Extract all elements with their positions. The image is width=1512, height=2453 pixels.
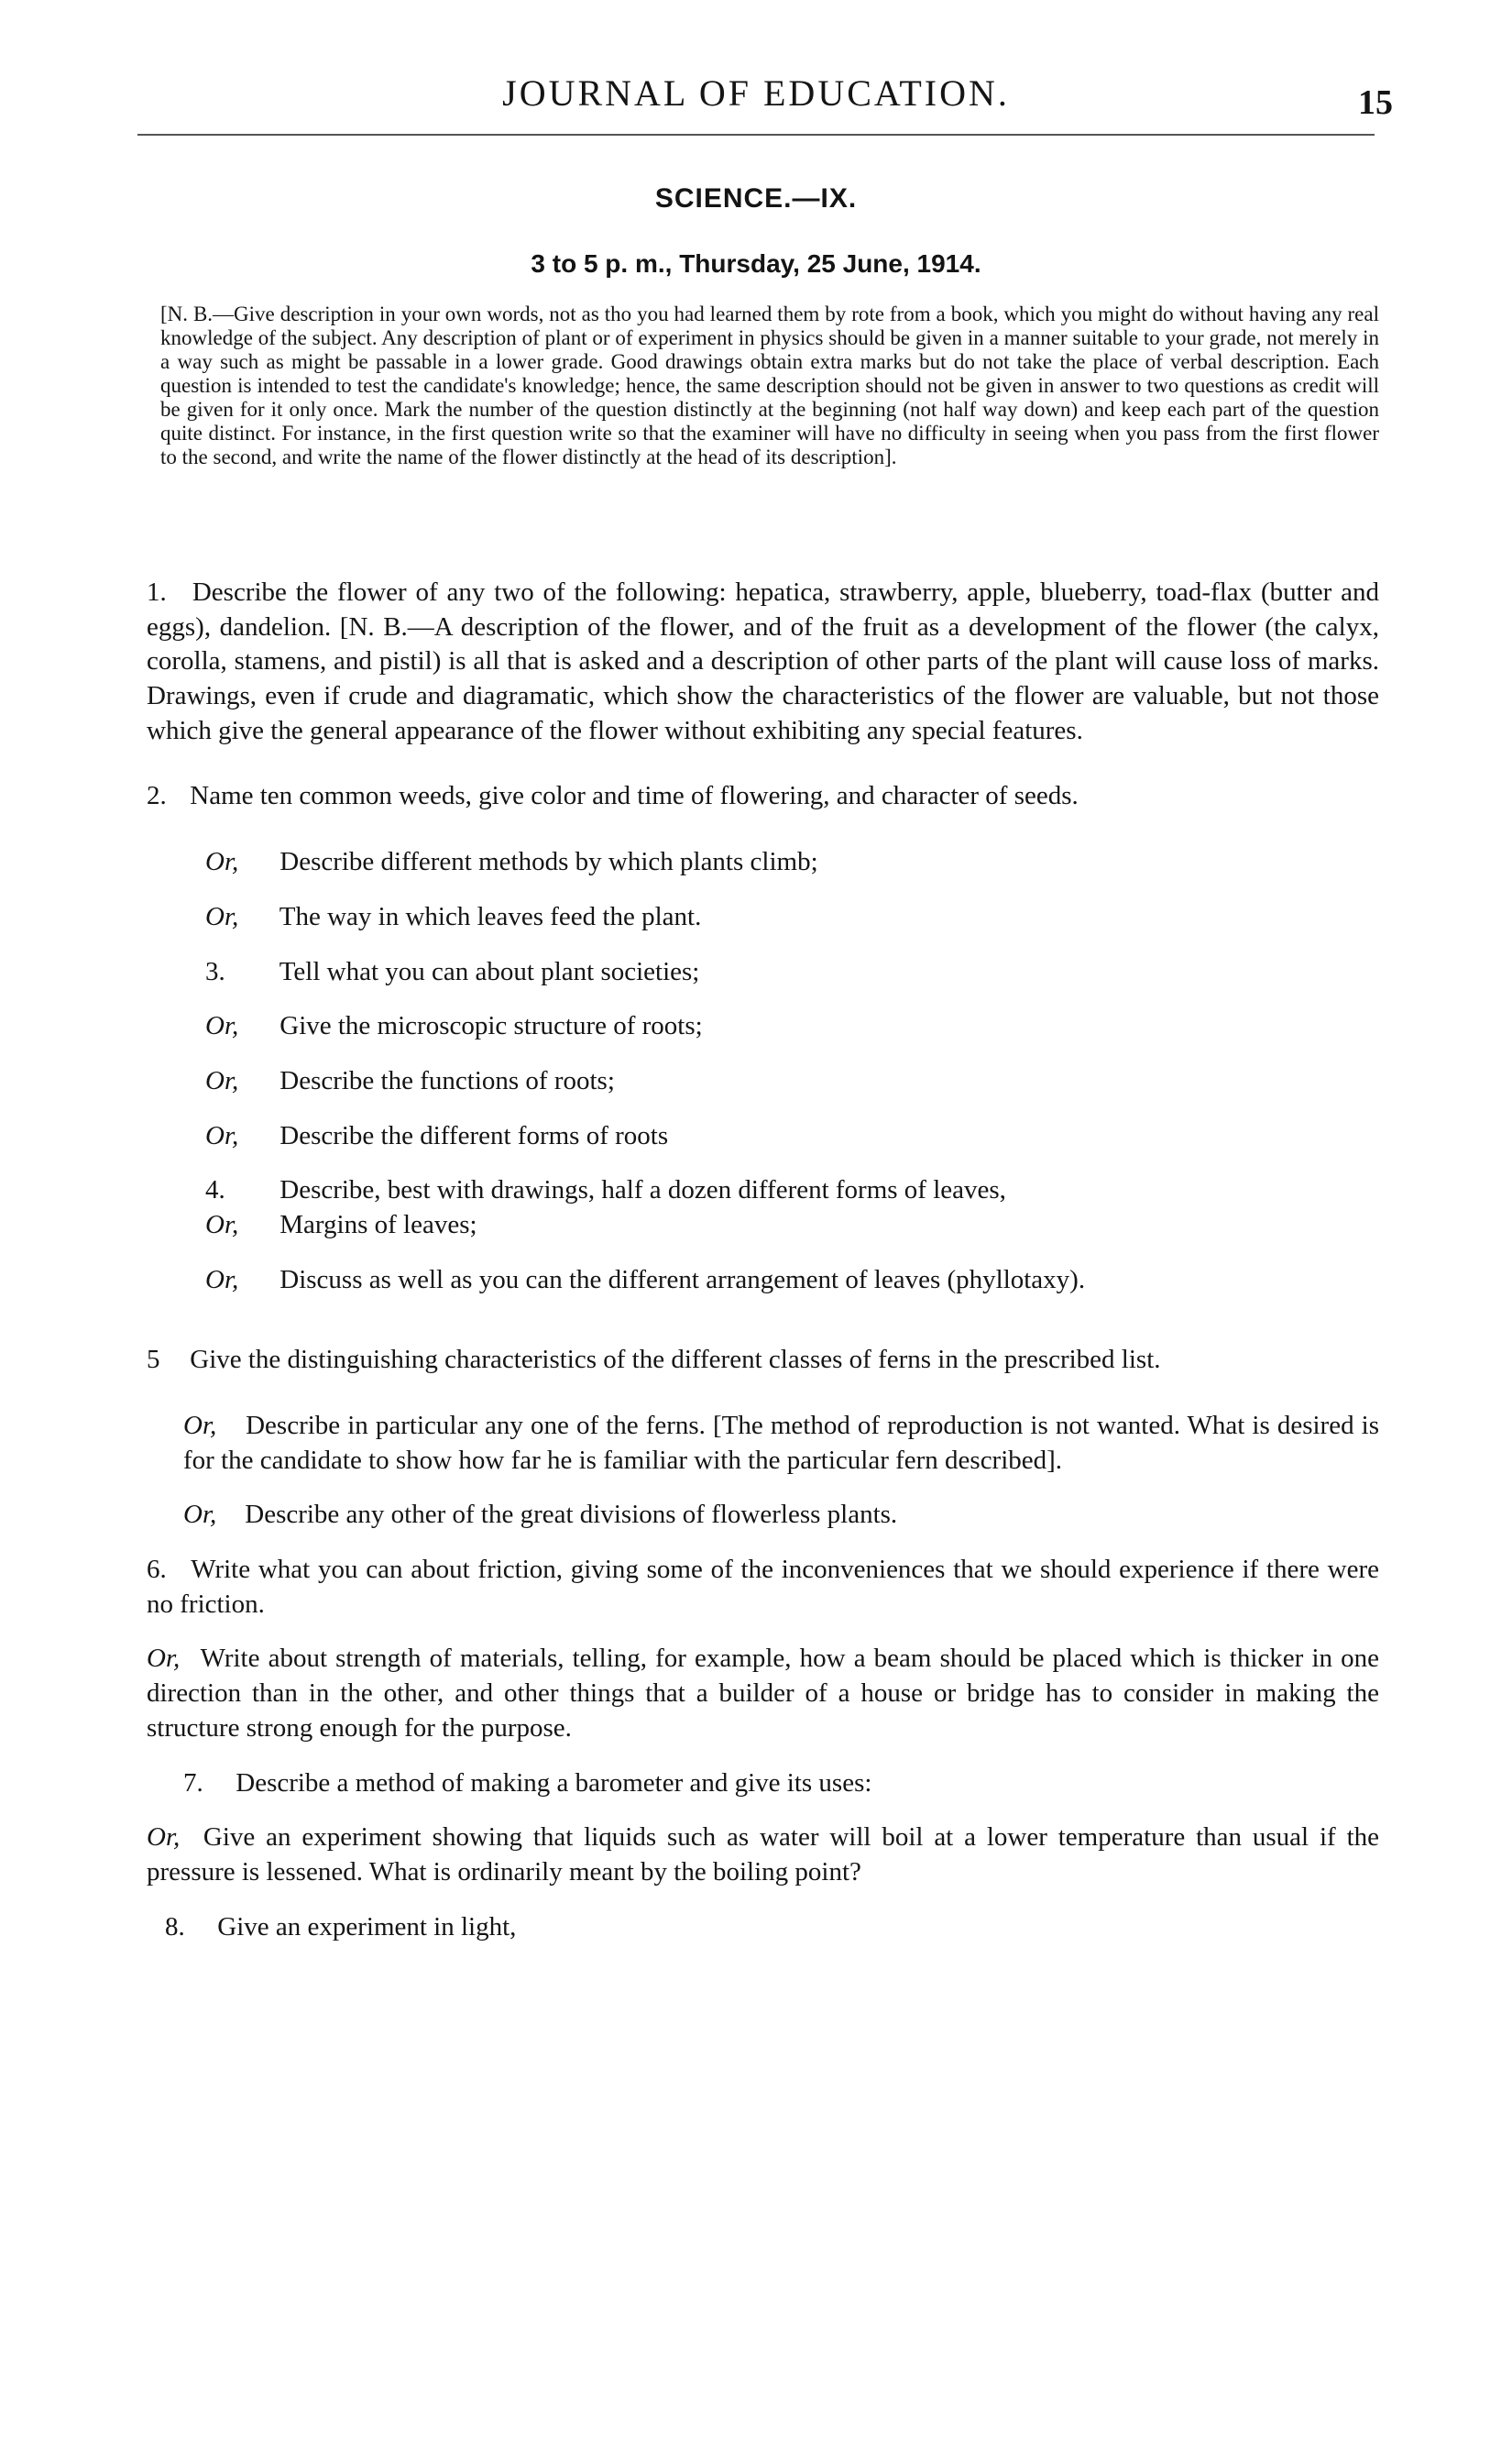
question-text: Name ten common weeds, give color and time of flowering, and character of seeds. xyxy=(190,781,1079,811)
exam-title: SCIENCE.—IX. xyxy=(654,183,858,214)
question-text: Give the distinguishing characteristics of the different classes of ferns in the prescribed list. xyxy=(190,1345,1161,1375)
question-number: 4. xyxy=(205,1175,225,1205)
question-6-alternative-1 xyxy=(147,1642,1379,1745)
or-label: Or, xyxy=(205,1011,239,1041)
alternative-text: Margins of leaves; xyxy=(279,1209,477,1239)
question-text: Tell what you can about plant societies; xyxy=(279,956,700,986)
alternative-text: Discuss as well as you can the different arrangement of leaves (phyllotaxy). xyxy=(279,1264,1086,1294)
or-label: Or, xyxy=(205,1065,239,1095)
question-number: 1. xyxy=(147,578,167,607)
alternative-text: Describe the different forms of roots xyxy=(279,1120,669,1150)
question-text: Describe, best with drawings, half a dozen different forms of leaves, xyxy=(279,1175,1006,1205)
question-8 xyxy=(147,1910,1379,1945)
question-text: Describe the flower of any two of the following: hepatica, strawberry, apple, blueberry, toad-flax (butter and eggs), dandelion. [N. B.—A description of the flower, and of the fruit as a development of the flower (the calyx, corolla, stamens, and pistil) is all that is asked and a description of other parts of the plant will cause loss of marks. Drawings, even if crude and diagramatic, which show the characteristics of the flower are valuable, but not those which give the general appearance of the flower without exhibiting any special features. xyxy=(147,578,1380,745)
question-3-alternative-3 xyxy=(147,1119,1379,1154)
alternative-text: Describe in particular any one of the ferns. [The method of reproduction is not wanted. What is desired is for the candidate to show how far he is familiar with the particular fern described]. xyxy=(183,1411,1379,1475)
or-label: Or, xyxy=(205,1209,239,1239)
question-6 xyxy=(147,1553,1379,1622)
question-number: 7. xyxy=(183,1767,203,1798)
question-text: Describe a method of making a barometer and give its uses: xyxy=(236,1767,872,1798)
or-label: Or, xyxy=(205,1264,239,1294)
question-number: 2. xyxy=(147,781,167,811)
question-number: 8. xyxy=(165,1911,185,1942)
question-7 xyxy=(147,1766,1379,1801)
question-3-alternative-2 xyxy=(147,1064,1379,1099)
question-number: 5 xyxy=(147,1345,160,1375)
question-4-alternative-1 xyxy=(147,1208,1379,1243)
or-label: Or, xyxy=(183,1500,217,1530)
header-rule xyxy=(137,134,1375,136)
question-4 xyxy=(147,1173,1379,1208)
question-number: 6. xyxy=(147,1555,167,1585)
alternative-text: Give an experiment showing that liquids such as water will boil at a lower temperature than usual if the pressure is lessened. What is ordinarily meant by the boiling point? xyxy=(147,1822,1379,1886)
question-2-alternative-1 xyxy=(147,845,1379,880)
question-text: Write what you can about friction, giving some of the inconveniences that we should experience if there were no friction. xyxy=(147,1555,1379,1619)
question-5 xyxy=(147,1343,1379,1378)
instructions-note: [N. B.—Give description in your own words, not as tho you had learned them by rote from a book, which you might do without having any real knowledge of the subject. Any description of plant or of experiment in physics should be given in a manner suitable to your grade, not merely in a way such as might be passable in a lower grade. Good drawings obtain extra marks but do not take the place of verbal description. Each question is intended to test the candidate's knowledge; hence, the same description should not be given in answer to two questions as credit will be given for it only once. Mark the number of the question distinctly at the beginning (not half way down) and keep each part of the question quite distinct. For instance, in the first question write so that the examiner will have no difficulty in seeing when you pass from the first flower to the second, and write the name of the flower distinctly at the head of its description]. xyxy=(160,302,1379,468)
or-label: Or, xyxy=(147,1644,181,1674)
question-1 xyxy=(147,576,1379,748)
or-label: Or, xyxy=(147,1822,181,1853)
question-text: Give an experiment in light, xyxy=(217,1911,517,1942)
question-5-alternative-2 xyxy=(147,1498,1379,1533)
alternative-text: Write about strength of materials, telling, for example, how a beam should be placed which is thicker in one direction than in the other, and other things that a builder of a house or bridge has to consider in making the structure strong enough for the purpose. xyxy=(147,1644,1379,1743)
question-2 xyxy=(147,779,1379,814)
page-number: 15 xyxy=(1358,83,1393,122)
question-3-alternative-1 xyxy=(147,1009,1379,1044)
question-7-alternative-1 xyxy=(147,1820,1379,1889)
question-list xyxy=(147,576,1379,1944)
exam-time: 3 to 5 p. m., Thursday, 25 June, 1914. xyxy=(531,249,981,278)
question-2-alternative-2 xyxy=(147,900,1379,935)
alternative-text: The way in which leaves feed the plant. xyxy=(279,901,702,931)
or-label: Or, xyxy=(205,1120,239,1150)
question-5-alternative-1 xyxy=(147,1409,1379,1478)
alternative-text: Describe any other of the great divisions of flowerless plants. xyxy=(245,1500,898,1530)
alternative-text: Give the microscopic structure of roots; xyxy=(279,1011,703,1041)
question-3 xyxy=(147,955,1379,990)
running-head: JOURNAL OF EDUCATION. xyxy=(502,72,1010,114)
or-label: Or, xyxy=(205,847,239,877)
alternative-text: Describe different methods by which plants climb; xyxy=(279,847,818,877)
alternative-text: Describe the functions of roots; xyxy=(279,1065,615,1095)
question-number: 3. xyxy=(205,956,225,986)
or-label: Or, xyxy=(183,1411,217,1440)
or-label: Or, xyxy=(205,901,239,931)
question-4-alternative-2 xyxy=(147,1263,1379,1298)
